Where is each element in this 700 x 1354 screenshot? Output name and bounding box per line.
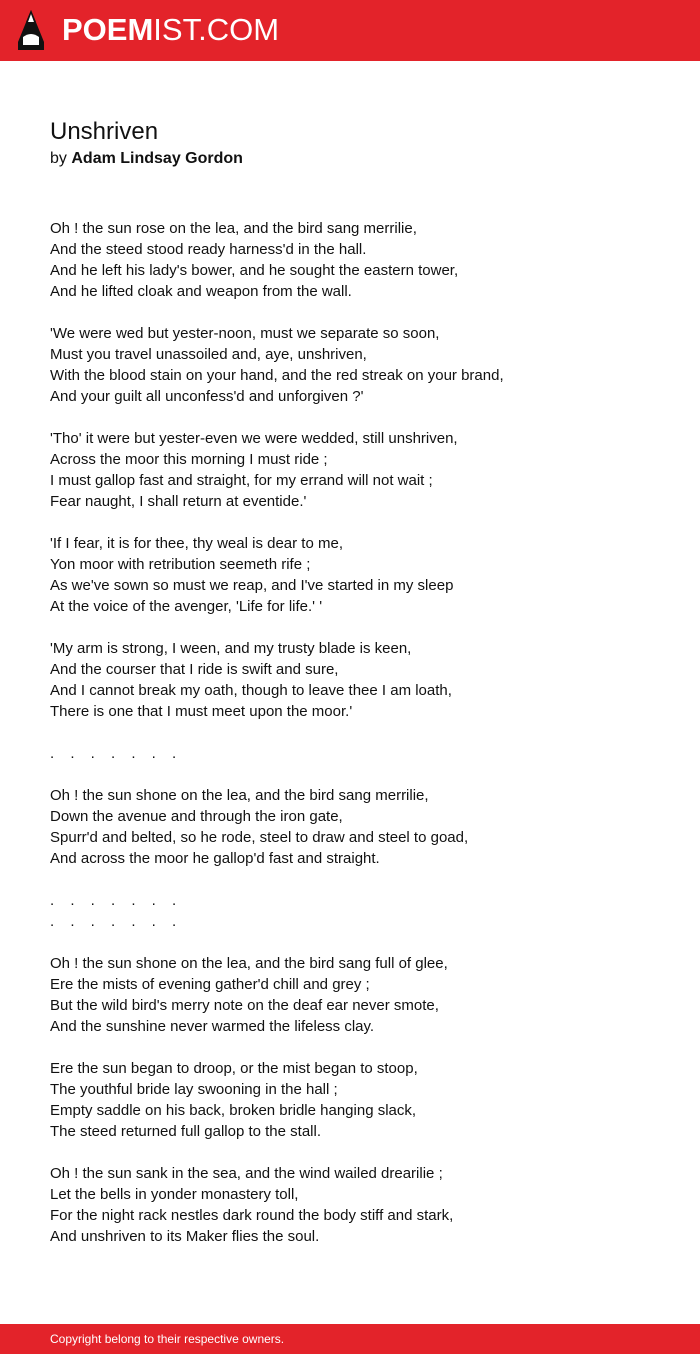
- author-name[interactable]: Adam Lindsay Gordon: [71, 150, 243, 167]
- ellipsis-line: . . . . . . .: [50, 913, 183, 930]
- poem-line: Must you travel unassoiled and, aye, unshriven,: [50, 346, 367, 363]
- poem-line: Empty saddle on his back, broken bridle hanging slack,: [50, 1102, 417, 1119]
- poem-line: Spurr'd and belted, so he rode, steel to draw and steel to goad,: [50, 829, 469, 846]
- stanza: [50, 785, 670, 869]
- poem-line: But the wild bird's merry note on the deaf ear never smote,: [50, 997, 439, 1014]
- stanza: [50, 953, 670, 1037]
- pencil-tip-icon[interactable]: [17, 9, 45, 51]
- poem-line: And your guilt all unconfess'd and unforgiven ?': [50, 388, 364, 405]
- copyright-text: Copyright belong to their respective owners.: [50, 1332, 285, 1346]
- poem-line: Ere the mists of evening gather'd chill and grey ;: [50, 976, 370, 993]
- poem-line: And the steed stood ready harness'd in the hall.: [50, 241, 367, 258]
- poem-byline: [50, 148, 243, 170]
- ellipsis-line: . . . . . . .: [50, 745, 183, 762]
- poem-line: At the voice of the avenger, 'Life for life.' ': [50, 598, 323, 615]
- poem-line: Fear naught, I shall return at eventide.': [50, 493, 307, 510]
- poem-line: I must gallop fast and straight, for my errand will not wait ;: [50, 472, 433, 489]
- by-label: by: [50, 150, 67, 167]
- poem-line: Oh ! the sun sank in the sea, and the wind wailed drearilie ;: [50, 1165, 443, 1182]
- stanza: [50, 638, 670, 722]
- stanza: [50, 533, 670, 617]
- poem-line: And he left his lady's bower, and he sought the eastern tower,: [50, 262, 459, 279]
- stanza-break: [50, 890, 670, 932]
- logo-light-text: IST.COM: [153, 12, 280, 47]
- poem-line: And across the moor he gallop'd fast and straight.: [50, 850, 380, 867]
- poem-line: And he lifted cloak and weapon from the wall.: [50, 283, 352, 300]
- poem-line: 'Tho' it were but yester-even we were wedded, still unshriven,: [50, 430, 458, 447]
- poem-line: 'My arm is strong, I ween, and my trusty blade is keen,: [50, 640, 412, 657]
- stanza: [50, 428, 670, 512]
- poem-line: Across the moor this morning I must ride ;: [50, 451, 328, 468]
- poem-line: Let the bells in yonder monastery toll,: [50, 1186, 299, 1203]
- stanza: [50, 218, 670, 302]
- poem-line: Oh ! the sun shone on the lea, and the bird sang full of glee,: [50, 955, 448, 972]
- site-footer: [0, 1324, 700, 1354]
- poem-line: 'We were wed but yester-noon, must we separate so soon,: [50, 325, 440, 342]
- site-logo[interactable]: [62, 12, 279, 48]
- stanza-break: [50, 743, 670, 764]
- poem-line: And unshriven to its Maker flies the soul.: [50, 1228, 320, 1245]
- poem-line: The youthful bride lay swooning in the hall ;: [50, 1081, 338, 1098]
- poem-line: Yon moor with retribution seemeth rife ;: [50, 556, 311, 573]
- poem-line: And I cannot break my oath, though to leave thee I am loath,: [50, 682, 452, 699]
- stanza: [50, 323, 670, 407]
- poem-line: Oh ! the sun rose on the lea, and the bird sang merrilie,: [50, 220, 417, 237]
- poem-line: And the sunshine never warmed the lifeless clay.: [50, 1018, 375, 1035]
- poem-body: [50, 218, 670, 1268]
- poem-line: For the night rack nestles dark round the body stiff and stark,: [50, 1207, 454, 1224]
- poem-line: And the courser that I ride is swift and sure,: [50, 661, 339, 678]
- poem-line: Ere the sun began to droop, or the mist began to stoop,: [50, 1060, 418, 1077]
- poem-line: 'If I fear, it is for thee, thy weal is dear to me,: [50, 535, 343, 552]
- poem-line: Down the avenue and through the iron gate,: [50, 808, 343, 825]
- site-header: [0, 0, 700, 61]
- stanza: [50, 1058, 670, 1142]
- ellipsis-line: . . . . . . .: [50, 892, 183, 909]
- poem-line: There is one that I must meet upon the moor.': [50, 703, 353, 720]
- poem-line: With the blood stain on your hand, and the red streak on your brand,: [50, 367, 504, 384]
- poem-title: Unshriven: [50, 118, 159, 145]
- logo-bold-text: POEM: [62, 12, 154, 47]
- poem-line: The steed returned full gallop to the stall.: [50, 1123, 321, 1140]
- poem-line: Oh ! the sun shone on the lea, and the bird sang merrilie,: [50, 787, 429, 804]
- stanza: [50, 1163, 670, 1247]
- poem-line: As we've sown so must we reap, and I've started in my sleep: [50, 577, 454, 594]
